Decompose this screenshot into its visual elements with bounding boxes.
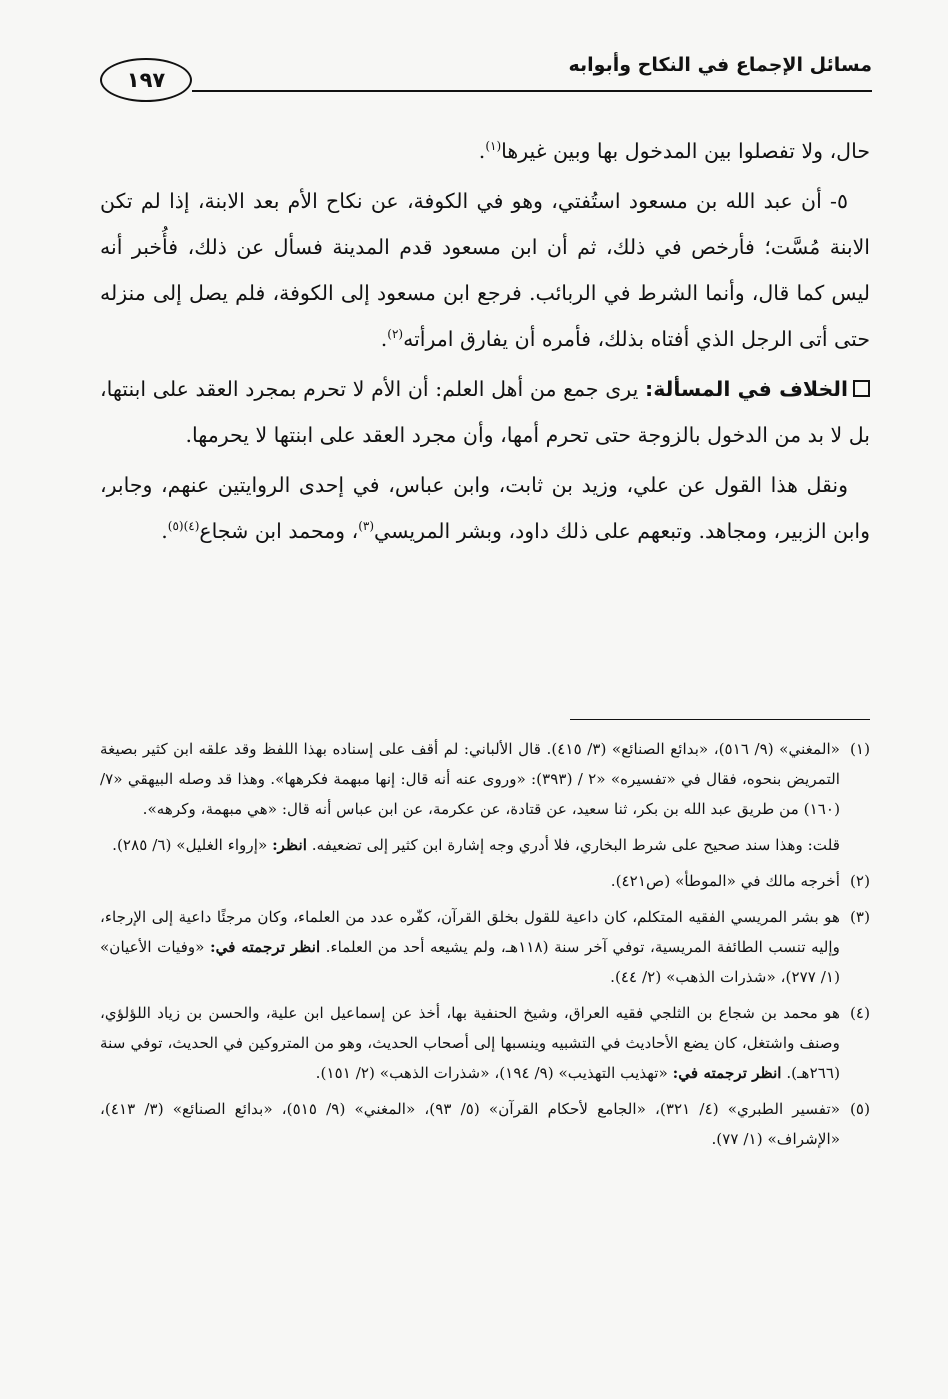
- paragraph-3: [100, 366, 870, 458]
- main-text: [100, 128, 870, 558]
- footnote-ref-3[interactable]: (٣): [358, 519, 375, 534]
- header-rule: [192, 90, 872, 92]
- footnote-3: [100, 902, 870, 992]
- footnote-ref-2[interactable]: (٢): [387, 327, 404, 342]
- footnote-5: [100, 1094, 870, 1154]
- footnotes: [100, 734, 870, 1160]
- footnote-1-number: (١): [849, 740, 870, 758]
- footnote-1-cont-text: قلت: وهذا سند صحيح على شرط البخاري، فلا أدري وجه إشارة ابن كثير إلى تضعيفه.: [306, 836, 840, 854]
- footnote-separator: [570, 719, 870, 720]
- paragraph-4-text-a: ونقل هذا القول عن علي، وزيد بن ثابت، وابن عباس، في إحدى الروايتين عنهم، وجابر، وابن الزبير، ومجاهد. وتبعهم على ذلك داود، وبشر المريسي: [100, 473, 870, 543]
- square-bullet-icon: [853, 380, 870, 397]
- footnote-4-text: هو محمد بن شجاع بن الثلجي فقيه العراق، وشيخ الحنفية بها، أخذ عن إسماعيل ابن علية، والحسن بن زياد اللؤلؤي، وصنف واشتغل، كان يضع الأحاديث في التشبيه وينسبها إلى أصحاب الحديث، وهو من المتروكين في الحديث، توفي سنة (٢٦٦هـ).: [100, 1004, 840, 1082]
- footnote-2: [100, 866, 870, 896]
- footnote-3-text: هو بشر المريسي الفقيه المتكلم، كان داعية للقول بخلق القرآن، كفّره عدد من العلماء، وكان مرجئًا داعية إلى الإرجاء، وإليه تنسب الطائفة المريسية، توفي آخر سنة (١١٨هـ، ولم يشيعه أحد من العلماء.: [100, 908, 840, 956]
- section-label: الخلاف في المسألة:: [645, 377, 848, 401]
- paragraph-1: [100, 128, 870, 174]
- footnote-2-text: أخرجه مالك في «الموطأ» (ص٤٢١).: [610, 872, 840, 890]
- paragraph-2-end: .: [380, 327, 388, 351]
- footnote-3-see-label: انظر ترجمته في:: [209, 938, 321, 956]
- footnote-ref-4-5[interactable]: (٤)(٥): [167, 519, 200, 534]
- paragraph-1-end: .: [478, 139, 486, 163]
- paragraph-2: [100, 178, 870, 362]
- footnote-ref-1[interactable]: (١): [485, 139, 502, 154]
- paragraph-4: [100, 462, 870, 554]
- footnote-5-text: «تفسير الطبري» (٤/ ٣٢١)، «الجامع لأحكام القرآن» (٥/ ٩٣)، «المغني» (٩/ ٥١٥)، «بدائع الصنائع» (٣/ ٤١٣)، «الإشراف» (١/ ٧٧).: [100, 1100, 841, 1148]
- paragraph-2-text: ٥- أن عبد الله بن مسعود استُفتي، وهو في الكوفة، عن نكاح الأم بعد الابنة، إذا لم تكن الابنة مُسَّت؛ فأرخص في ذلك، ثم أن ابن مسعود قدم المدينة فسأل عن ذلك، فأُخبر أنه ليس كما قال، وأنما الشرط في الربائب. فرجع ابن مسعود إلى الكوفة، فلم يصل إلى منزله حتى أتى الرجل الذي أفتاه بذلك، فأمره أن يفارق امرأته: [100, 189, 870, 351]
- footnote-3-number: (٣): [849, 908, 870, 926]
- footnote-5-number: (٥): [849, 1100, 870, 1118]
- paragraph-4-end: .: [161, 519, 168, 543]
- footnote-1: [100, 734, 870, 824]
- paragraph-4-text-b: ، ومحمد ابن شجاع: [199, 519, 359, 543]
- footnote-1-cont-end: «إرواء الغليل» (٦/ ٢٨٥).: [112, 836, 273, 854]
- page-number: ١٩٧: [126, 68, 166, 92]
- page-header: [100, 42, 872, 102]
- footnote-4-end: «تهذيب التهذيب» (٩/ ١٩٤)، «شذرات الذهب» (٢/ ١٥١).: [315, 1064, 673, 1082]
- footnote-1-text: «المغني» (٩/ ٥١٦)، «بدائع الصنائع» (٣/ ٤١٥). قال الألباني: لم أقف على إسناده بهذا اللفظ وقد علقه ابن كثير بصيغة التمريض بنحوه، فقال في «تفسيره» «٢ / (٣٩٣): «وروى عنه أنه قال: إنها مبهمة فكرهها». وهذا قد وصله البيهقي «٧/ (١٦٠) من طريق عبد الله بن بكر، ثنا سعيد، عن قتادة، عن عكرمة، عن ابن عباس أنه قال: «هي مبهمة، وكرهه».: [100, 740, 841, 818]
- running-title: مسائل الإجماع في النكاح وأبوابه: [568, 54, 872, 76]
- footnote-1-continuation: [100, 830, 870, 860]
- footnote-4-number: (٤): [849, 1004, 870, 1022]
- footnote-4: [100, 998, 870, 1088]
- footnote-4-see-label: انظر ترجمته في:: [672, 1064, 782, 1082]
- footnote-1-see-label: انظر:: [272, 836, 307, 854]
- page-number-oval: [100, 58, 192, 102]
- paragraph-1-text: حال، ولا تفصلوا بين المدخول بها وبين غيرها: [501, 139, 870, 163]
- footnote-3-end: «وفيات الأعيان» (١/ ٢٧٧)، «شذرات الذهب» (٢/ ٤٤).: [100, 938, 840, 986]
- footnote-2-number: (٢): [849, 872, 870, 890]
- paragraph-3-text: يرى جمع من أهل العلم: أن الأم لا تحرم بمجرد العقد على ابنتها، بل لا بد من الدخول بالزوجة حتى تحرم أمها، وأن مجرد العقد على ابنتها لا يحرمها.: [100, 377, 870, 447]
